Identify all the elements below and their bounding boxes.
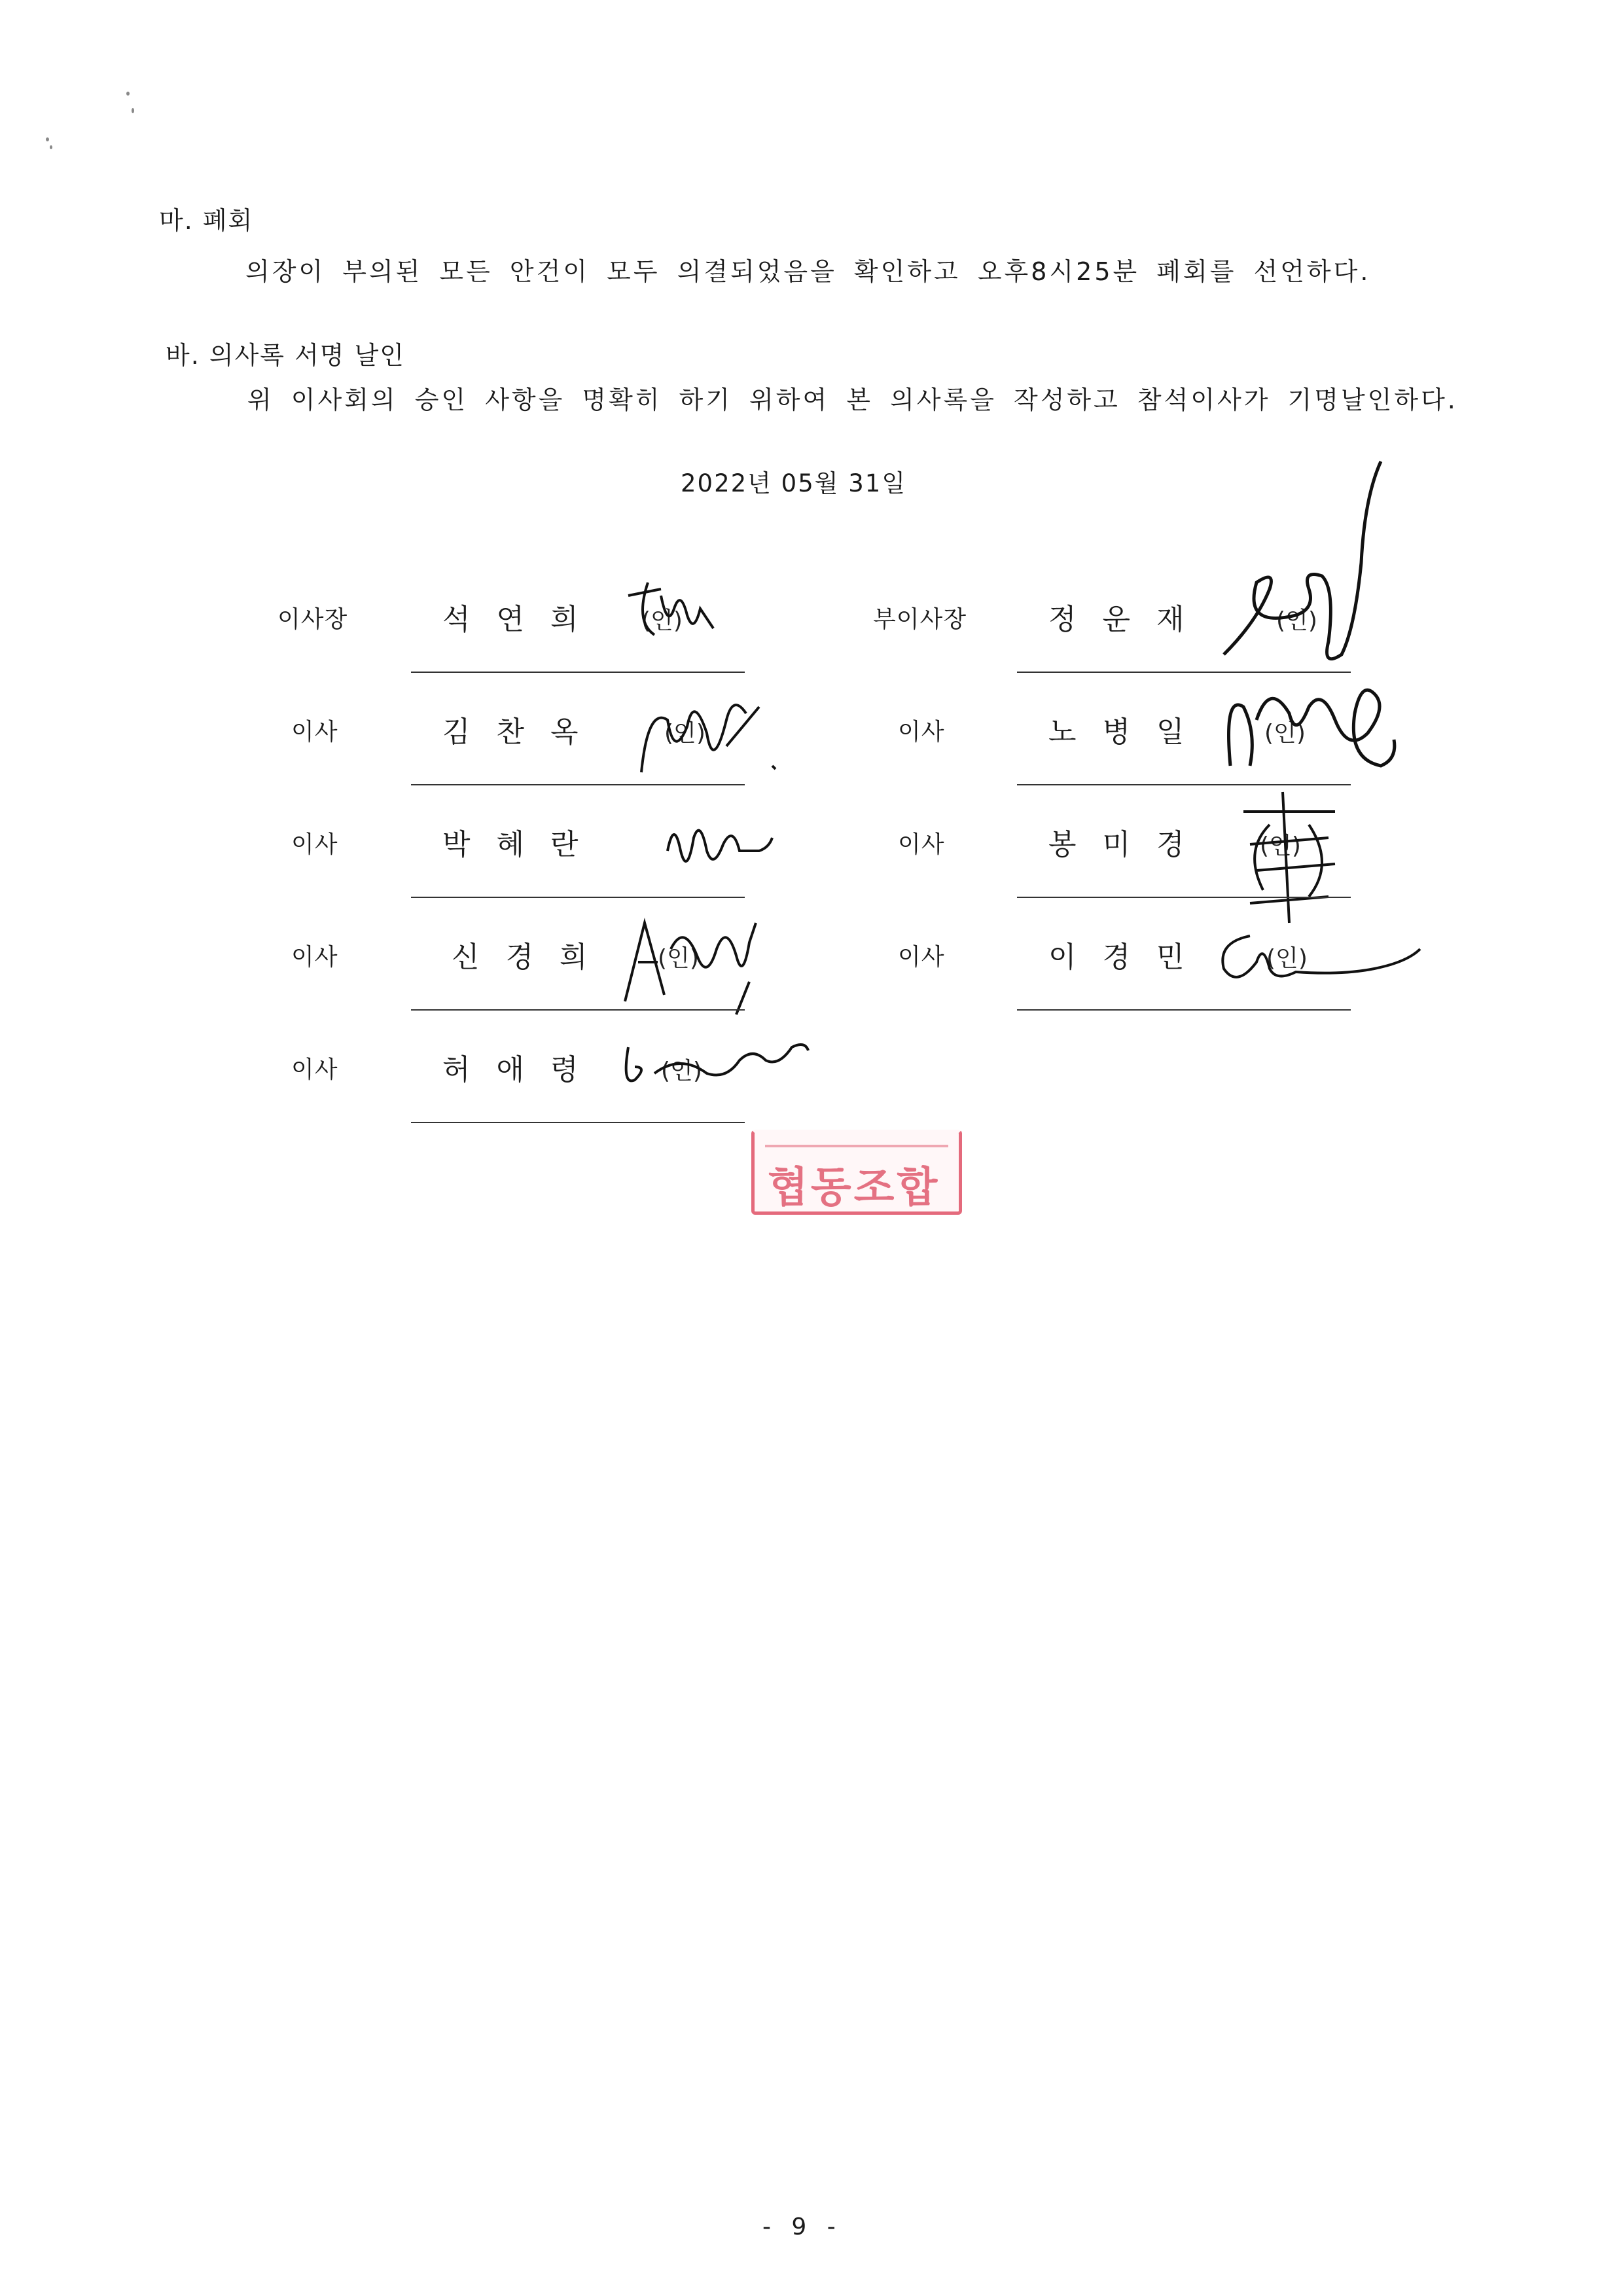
scan-speck [126,92,130,96]
signatory-role: 이사 [898,719,945,745]
signatory-name: 석연희 [442,603,605,636]
signature-line [1017,897,1351,898]
signature-image [615,1028,812,1100]
scan-speck [46,137,49,141]
stamp-top-edge [765,1129,948,1147]
cooperative-stamp [751,1130,962,1215]
stamp-text: 협동조합 [768,1164,940,1212]
signature-image [1211,916,1427,988]
signature-image [1230,785,1348,929]
signatory-name: 박혜란 [442,828,605,861]
seal-mark: (인) [1276,607,1317,634]
signatory-name: 김찬옥 [442,715,605,749]
seal-mark: (인) [658,945,699,972]
signatory-role: 부이사장 [873,606,967,633]
signatory-name: 봉미경 [1048,828,1211,861]
scan-speck [132,108,134,113]
seal-mark: (인) [1266,945,1308,972]
seal-mark: (인) [1260,833,1301,859]
signature-line [411,1122,745,1123]
signatory-role: 이사 [291,944,338,971]
signature-image [661,812,779,884]
signature-line [1017,1009,1351,1011]
signature-image [618,910,769,1021]
signature-image [622,569,740,648]
section-signing-heading: 바. 의사록 서명 날인 [166,341,405,370]
scan-speck [50,145,52,149]
section-closing-heading: 마. 폐회 [159,206,254,235]
section-closing-body: 의장이 부의된 모든 안건이 모두 의결되었음을 확인하고 오후8시25분 폐회를 선언하다. [245,257,1371,286]
section-signing-body: 위 이사회의 승인 사항을 명확히 하기 위하여 본 의사록을 작성하고 참석이사가 기명날인하다. [247,386,1458,414]
signature-line [411,784,745,785]
signatory-name: 노병일 [1048,715,1211,749]
signatory-role: 이사 [291,1056,338,1083]
signatory-name: 신경희 [452,941,614,974]
signature-image [628,681,785,785]
seal-mark: (인) [1264,720,1306,747]
signatory-role: 이사 [898,944,945,971]
signatory-name: 이경민 [1048,941,1211,974]
seal-mark: (인) [641,607,683,634]
document-date: 2022년 05월 31일 [681,469,907,497]
signature-line [411,897,745,898]
page-number: - 9 - [762,2214,842,2240]
signatory-role: 이사 [898,831,945,858]
signatory-name: 허애령 [442,1053,605,1086]
signatory-role: 이사장 [277,606,348,633]
signatory-role: 이사 [291,831,338,858]
signatory-role: 이사 [291,719,338,745]
signature-line [411,672,745,673]
seal-mark: (인) [661,1058,702,1085]
signature-image [1217,458,1387,674]
signatory-name: 정운재 [1048,603,1211,636]
signature-line [411,1009,745,1011]
seal-mark: (인) [664,720,705,747]
signature-image [1217,655,1400,779]
